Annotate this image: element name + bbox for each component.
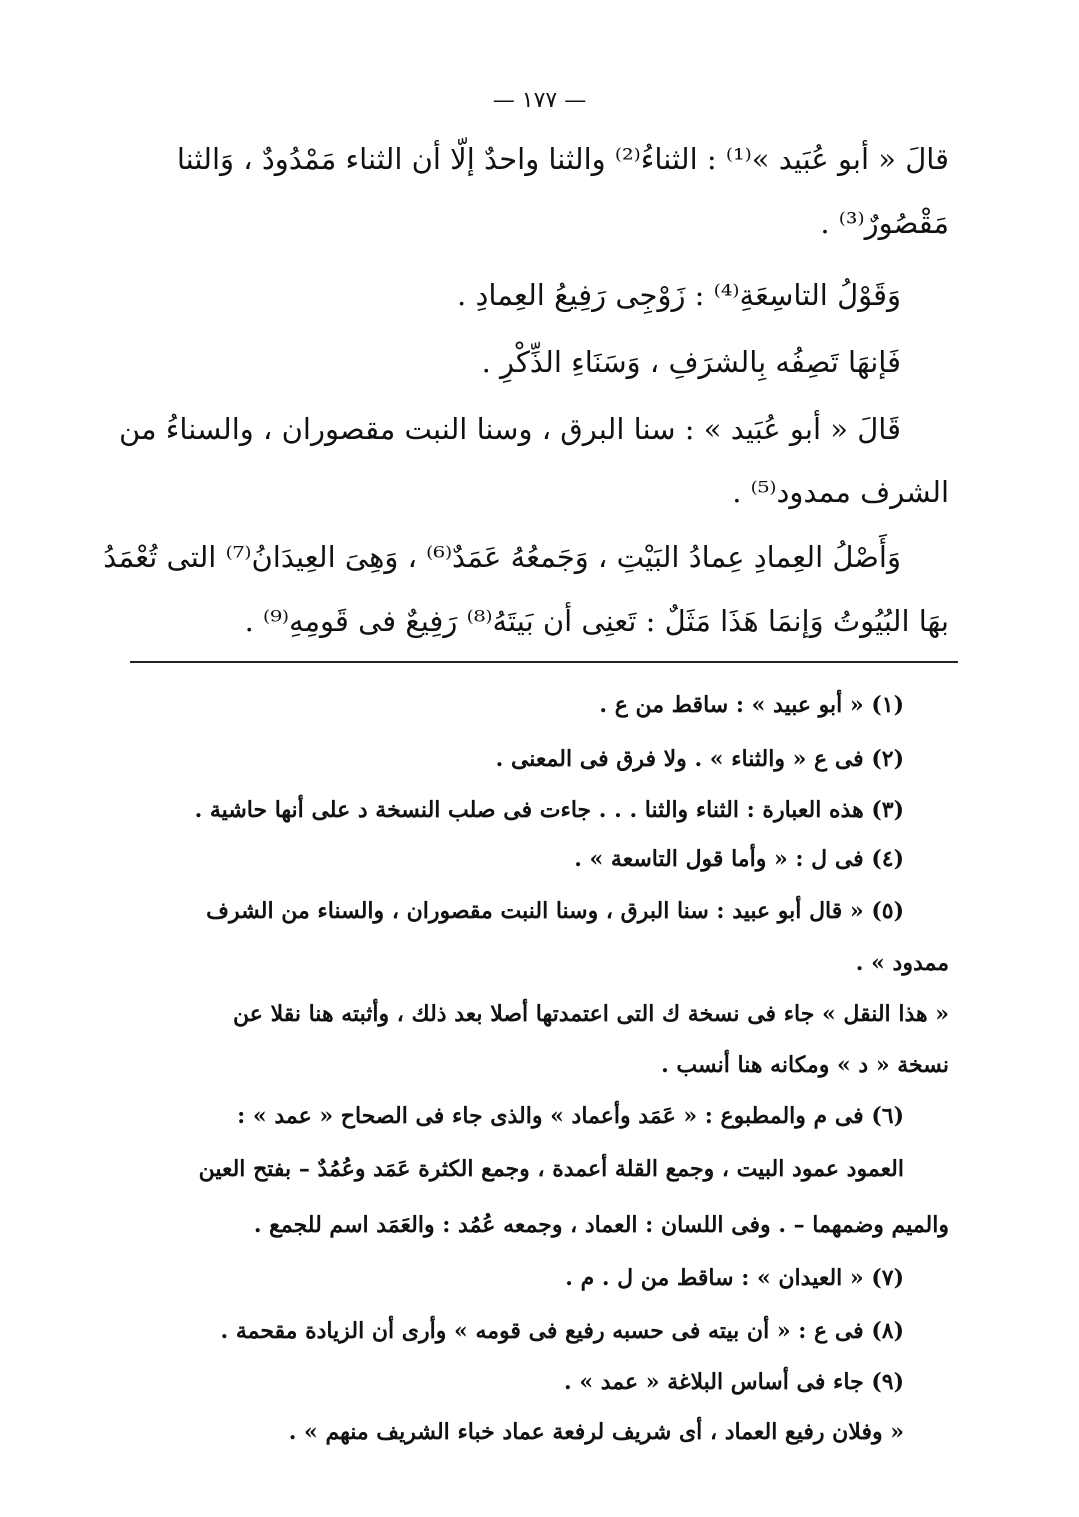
main-text-line: بهَا البُيُوتُ وَإنمَا هَذَا مَثَلٌ : تَعنِى أن بَيتَهُ⁽⁸⁾ رَفِيعٌ فى قَومِهِ⁽⁹⁾ .	[244, 604, 949, 638]
footnote-line: والميم وضمهما – . وفى اللسان : العماد ، وجمعه عُمُد : والعَمَد اسم للجمع .	[253, 1212, 949, 1238]
footnote-line: (٧) « العيدان » : ساقط من ل . م .	[565, 1265, 904, 1291]
main-text-line: قالَ « أبو عُبَيد »⁽¹⁾ : الثناءُ⁽²⁾ والثنا واحدٌ إلّا أن الثناء مَمْدُودٌ ، وَالثنا	[176, 142, 949, 176]
main-text-line: الشرف ممدود⁽⁵⁾ .	[732, 475, 949, 509]
footnote-line: (١) « أبو عبيد » : ساقط من ع .	[599, 692, 904, 718]
footnote-line: ممدود » .	[855, 950, 949, 976]
footnote-line: نسخة « د » ومكانه هنا أنسب .	[661, 1052, 949, 1078]
main-text-line: مَقْصُورٌ⁽³⁾ .	[820, 206, 949, 240]
footnote-line: (٢) فى ع « والثناء » . ولا فرق فى المعنى .	[495, 746, 904, 772]
main-text-line: وَقَوْلُ التاسِعَةِ⁽⁴⁾ : زَوْجِى رَفِيعُ العِمادِ .	[457, 278, 901, 312]
footnote-line: (٣) هذه العبارة : الثناء والثنا . . . جاءت فى صلب النسخة د على أنها حاشية .	[194, 797, 904, 823]
footnote-line: (٥) « قال أبو عبيد : سنا البرق ، وسنا النبت مقصوران ، والسناء من الشرف	[206, 898, 904, 924]
main-text-line: فَإنهَا تَصِفُه بِالشرَفِ ، وَسَنَاءِ الذِّكْرِ .	[481, 345, 901, 379]
page-number: — ١٧٧ —	[492, 88, 587, 113]
footnote-line: (٦) فى م والمطبوع : « عَمَد وأعماد » والذى جاء فى الصحاح « عمد » :	[237, 1103, 904, 1129]
main-text-line: وَأَصْلُ العِمادِ عِمادُ البَيْتِ ، وَجَمعُهُ عَمَدٌ⁽⁶⁾ ، وَهِىَ العِيدَانُ⁽⁷⁾ التى تُعْمَدُ	[103, 540, 901, 574]
footnote-line: العمود عمود البيت ، وجمع القلة أعمدة ، وجمع الكثرة عَمَد وعُمُدٌ – بفتح العين	[198, 1156, 904, 1182]
footnote-line: « وفلان رفيع العماد ، أى شريف لرفعة عماد خباء الشريف منهم » .	[288, 1419, 904, 1445]
footnote-line: « هذا النقل » جاء فى نسخة ك التى اعتمدتها أصلا بعد ذلك ، وأثبته هنا نقلا عن	[233, 1001, 949, 1027]
main-text-line: قَالَ « أبو عُبَيد » : سنا البرق ، وسنا النبت مقصوران ، والسناءُ من	[118, 412, 901, 446]
footnote-line: (٩) جاء فى أساس البلاغة « عمد » .	[564, 1369, 904, 1395]
footnote-line: (٨) فى ع : « أن بيته فى حسبه رفيع فى قومه » وأرى أن الزيادة مقحمة .	[220, 1318, 904, 1344]
footnote-separator	[130, 661, 958, 663]
footnote-line: (٤) فى ل : « وأما قول التاسعة » .	[574, 846, 904, 872]
